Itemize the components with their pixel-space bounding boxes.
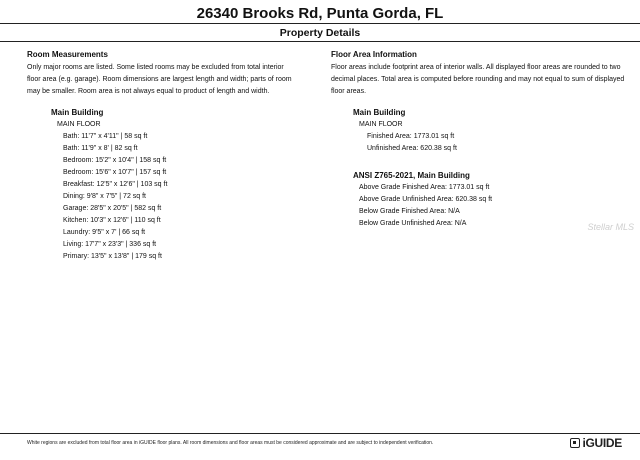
ansi-heading: ANSI Z765-2021, Main Building [353,171,470,180]
main-building-heading: Main Building [51,108,104,117]
property-address-title: 26340 Brooks Rd, Punta Gorda, FL [196,5,444,22]
room-measurements-description: Only major rooms are listed. Some listed rooms may be excluded from total interior floor area (e.g. garage). Room dimensions are largest length and width; parts of room may be smaller. Room area is not always equal to product of length and width. [27,64,292,95]
room-item: Kitchen: 10'3" x 12'6" | 110 sq ft [63,217,161,224]
finished-area: Finished Area: 1773.01 sq ft [367,133,455,140]
header-rule-bottom [0,41,640,42]
ansi-item: Below Grade Finished Area: N/A [359,208,460,215]
footer-rule [0,433,640,434]
ansi-list [359,182,626,230]
header-rule-top [0,23,640,24]
floor-area-building-heading: Main Building [353,108,406,117]
main-floor-label: MAIN FLOOR [57,121,101,128]
floor-area-section [331,49,626,230]
floor-area-list [367,131,626,155]
room-item: Bedroom: 15'6" x 10'7" | 157 sq ft [63,169,167,176]
footer-disclaimer: White regions are excluded from total floor area in iGUIDE floor plans. All room dimensions and floor areas must be considered approximate and are subject to independent verification. [27,440,434,446]
room-item: Bath: 11'9" x 8' | 82 sq ft [63,145,138,152]
iguide-logo-icon [570,438,580,448]
floor-area-floor-label: MAIN FLOOR [359,121,403,128]
room-item: Dining: 9'8" x 7'5" | 72 sq ft [63,193,147,200]
room-item: Primary: 13'5" x 13'8" | 179 sq ft [63,253,162,260]
property-details-subtitle: Property Details [279,27,361,39]
unfinished-area: Unfinished Area: 620.38 sq ft [367,145,457,152]
room-measurements-section [27,49,297,263]
room-item: Bedroom: 15'2" x 10'4" | 158 sq ft [63,157,167,164]
iguide-logo-text: iGUIDE [582,436,622,450]
room-item: Garage: 28'5" x 20'5" | 582 sq ft [63,205,162,212]
iguide-logo [570,436,622,450]
room-item: Breakfast: 12'5" x 12'6" | 103 sq ft [63,181,168,188]
floor-area-description: Floor areas include footprint area of interior walls. All displayed floor areas are rounded to two decimal places. Total area is computed before rounding and may not equal to sum of displayed floor areas. [331,64,625,95]
room-item: Living: 17'7" x 23'3" | 336 sq ft [63,241,157,248]
room-item: Bath: 11'7" x 4'11" | 58 sq ft [63,133,148,140]
ansi-item: Above Grade Unfinished Area: 620.38 sq ft [359,196,493,203]
mls-watermark: Stellar MLS [587,222,634,232]
floor-area-heading: Floor Area Information [331,50,417,59]
room-list [63,131,297,263]
ansi-item: Above Grade Finished Area: 1773.01 sq ft [359,184,490,191]
room-item: Laundry: 9'5" x 7' | 66 sq ft [63,229,146,236]
room-measurements-heading: Room Measurements [27,50,108,59]
ansi-item: Below Grade Unfinished Area: N/A [359,220,467,227]
